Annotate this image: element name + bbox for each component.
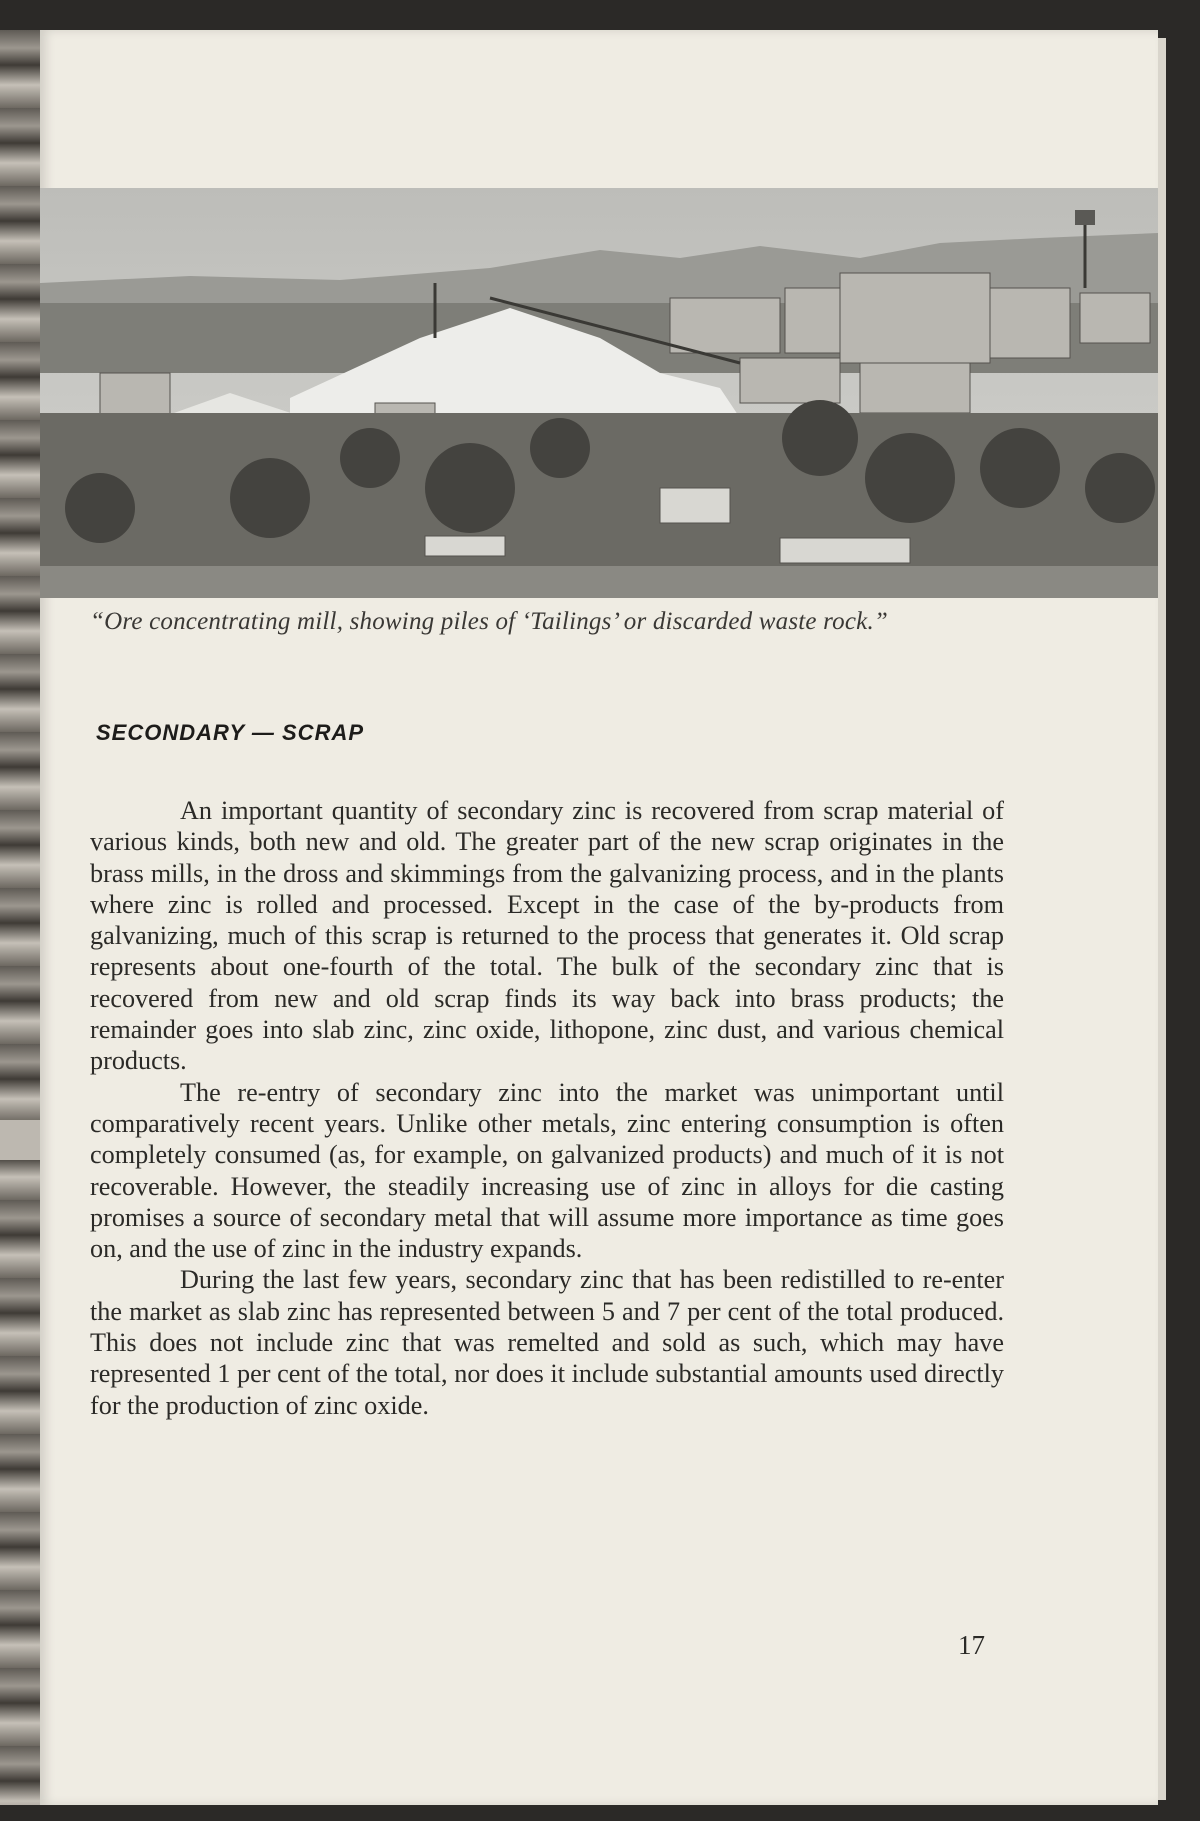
paragraph: During the last few years, secondary zinc that has been redistilled to re-enter the market as slab zinc has represented between 5 and 7 per cent of the total produced. This does not include zinc that was remelted and sold as such, which may have represented 1 per cent of the total, nor does it include substantial amounts used directly for the production of zinc oxide. [90, 1265, 1004, 1420]
road [40, 566, 1158, 598]
book-page [40, 30, 1158, 1805]
mill-photograph [40, 188, 1158, 598]
section-heading: SECONDARY — SCRAP [96, 720, 365, 745]
page-edge [1158, 38, 1166, 1800]
page-number: 17 [958, 1630, 985, 1660]
facing-page-margin [0, 1120, 40, 1160]
photo-caption: “Ore concentrating mill, showing piles of ‘Tailings’ or discarded waste rock.” [90, 608, 889, 635]
facing-page-photo-edge [0, 30, 40, 1805]
paragraph: An important quantity of secondary zinc is recovered from scrap material of various kinds, both new and old. The greater part of the new scrap originates in the brass mills, in the dross and skimmings from the galvanizing process, and in the plants where zinc is rolled and processed. Except in the case of the by-products from galvanizing, much of this scrap is returned to the process that generates it. Old scrap represents about one-fourth of the total. The bulk of the secondary zinc that is recovered from new and old scrap finds its way back into brass products; the remainder goes into slab zinc, zinc oxide, lithopone, zinc dust, and various chemical products. [90, 796, 1004, 1076]
paragraph: The re-entry of secondary zinc into the market was unimportant until comparatively recent years. Unlike other metals, zinc entering consumption is often completely consumed (as, for example, on galvanized products) and much of it is not recoverable. However, the steadily increasing use of zinc in alloys for die casting promises a source of secondary metal that will assume more importance as time goes on, and the use of zinc in the industry expands. [90, 1077, 1004, 1264]
body-text [90, 795, 1004, 1421]
